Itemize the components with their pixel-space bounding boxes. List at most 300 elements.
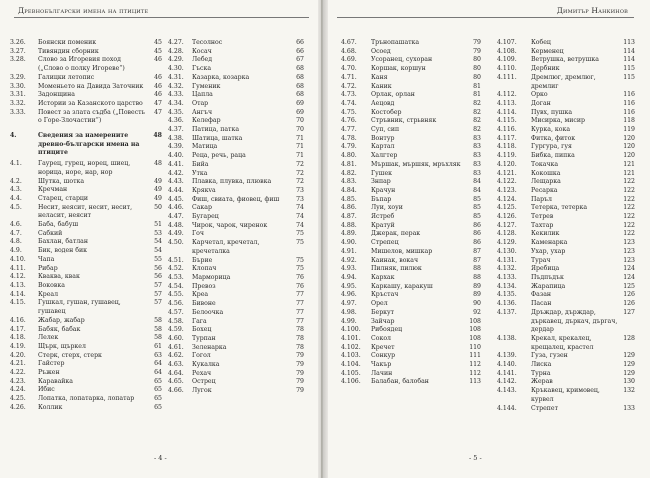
toc-entry <box>341 170 481 179</box>
entry-number: 4.39. <box>168 143 184 151</box>
toc-entry <box>341 204 481 213</box>
entry-page: 92 <box>473 308 481 316</box>
entry-number: 4.50. <box>168 239 184 247</box>
entry-title: Знпар <box>371 178 391 186</box>
entry-number: 4.56. <box>168 300 184 308</box>
entry-page: 71 <box>296 134 304 142</box>
entry-number: 4.22. <box>10 369 26 377</box>
entry-title: Гогол <box>192 352 211 360</box>
entry-number: 4.55. <box>168 291 184 299</box>
entry-page: 68 <box>296 82 304 90</box>
toc-column-right-1 <box>341 39 481 387</box>
entry-title: Цапла <box>192 91 213 99</box>
toc-entry <box>497 239 635 248</box>
entry-number: 4.108. <box>497 47 517 55</box>
toc-column-left-1 <box>10 39 162 413</box>
entry-number: 4.137. <box>497 308 517 316</box>
entry-title: Орел <box>371 300 388 308</box>
toc-entry <box>10 343 162 352</box>
toc-entry <box>497 204 635 213</box>
entry-page: 123 <box>623 239 635 247</box>
toc-column-right-2 <box>497 39 635 413</box>
entry-number: 4.118. <box>497 143 517 151</box>
toc-entry <box>497 352 635 361</box>
entry-title: Сабкий <box>38 229 63 237</box>
entry-number: 4.109. <box>497 56 517 64</box>
entry-number: 4.121. <box>497 169 517 177</box>
toc-entry <box>497 196 635 205</box>
entry-title: Рехач <box>192 369 212 377</box>
entry-title: Трънопашатка <box>371 39 420 46</box>
entry-page: 86 <box>473 239 481 247</box>
entry-title: Халгтер <box>371 152 398 160</box>
entry-page: 57 <box>154 281 162 289</box>
entry-title: Картал <box>371 143 395 151</box>
entry-number: 4.46. <box>168 204 184 212</box>
entry-title: Матица <box>192 143 218 151</box>
toc-entry <box>10 360 162 369</box>
entry-title: Утка <box>192 169 208 177</box>
toc-entry <box>497 257 635 266</box>
entry-page: 46 <box>154 73 162 81</box>
entry-title: Мишелов, мишкар <box>371 247 433 255</box>
entry-number: 4.10. <box>10 255 26 263</box>
entry-title: Тетерка, тетерка <box>531 204 588 212</box>
entry-number: 4.101. <box>341 334 361 342</box>
entry-number: 4.58. <box>168 317 184 325</box>
entry-number: 4.68. <box>341 47 357 55</box>
entry-number: 4.127. <box>497 221 517 229</box>
entry-title: Курка, кока <box>531 126 571 134</box>
toc-entry <box>10 386 162 395</box>
entry-title: Истории за Казанското царство <box>38 99 143 107</box>
entry-page: 129 <box>623 352 635 360</box>
toc-entry <box>168 378 304 387</box>
entry-title: Стерк, стерх, стерк <box>38 351 102 359</box>
entry-number: 4.86. <box>341 204 357 212</box>
entry-number: 4.26. <box>10 403 26 411</box>
entry-number: 4.23. <box>10 377 26 385</box>
toc-entry <box>497 405 635 414</box>
entry-number: 4.110. <box>497 65 517 73</box>
entry-page: 83 <box>473 152 481 160</box>
entry-page: 49 <box>154 186 162 194</box>
toc-entry <box>168 326 304 335</box>
entry-title: Стръвник, стрьвняк <box>371 117 437 125</box>
entry-page: 129 <box>623 369 635 377</box>
entry-page: 85 <box>473 204 481 212</box>
entry-page: 84 <box>473 178 481 186</box>
toc-entry <box>497 143 635 152</box>
entry-number: 4.62. <box>168 352 184 360</box>
toc-column-left-2 <box>168 39 304 396</box>
entry-number: 3.26. <box>10 39 26 46</box>
entry-number: 4.21. <box>10 360 26 368</box>
entry-title: Повест за злата съдба („Повесть о Горе-Злочастии“) <box>38 108 145 125</box>
entry-page: 54 <box>154 247 162 255</box>
toc-entry <box>10 352 162 361</box>
entry-title: Кречет <box>371 343 395 351</box>
entry-number: 4.128. <box>497 230 517 238</box>
entry-number: 4.11. <box>10 264 26 272</box>
entry-page: 79 <box>296 361 304 369</box>
entry-title: Рибоядец <box>371 326 403 334</box>
entry-title: Кръстач <box>371 291 399 299</box>
entry-number: 4.129. <box>497 239 517 247</box>
entry-number: 4.52. <box>168 265 184 273</box>
entry-title: Доган <box>531 99 551 107</box>
entry-page: 88 <box>473 265 481 273</box>
entry-page: 116 <box>623 99 635 107</box>
entry-title: Зеленарка <box>192 343 227 351</box>
toc-entry <box>341 91 481 100</box>
entry-page: 77 <box>296 317 304 325</box>
entry-page: 126 <box>623 300 635 308</box>
entry-number: 4.16. <box>10 316 26 324</box>
entry-page: 70 <box>296 117 304 125</box>
entry-page: 76 <box>296 273 304 281</box>
toc-entry <box>341 230 481 239</box>
entry-page: 83 <box>473 169 481 177</box>
toc-entry <box>168 213 304 222</box>
toc-entry <box>497 300 635 309</box>
entry-title: Керменец <box>531 47 564 55</box>
toc-entry <box>497 178 635 187</box>
entry-title: Чапа <box>38 255 55 263</box>
entry-page: 127 <box>623 308 635 316</box>
entry-page: 61 <box>154 342 162 350</box>
toc-entry <box>497 91 635 100</box>
toc-entry <box>497 109 635 118</box>
entry-title: Несит, неясит, несит, несит, неласит, неясит <box>38 203 133 220</box>
entry-number: 4.126. <box>497 213 517 221</box>
entry-title: Креал <box>38 290 59 298</box>
entry-title: Ресарка <box>531 186 558 194</box>
entry-number: 4.41. <box>168 160 184 168</box>
entry-title: Коршак, коршун <box>371 65 426 73</box>
entry-title: Кокошка <box>531 169 561 177</box>
toc-entry <box>497 74 635 91</box>
entry-title: Кратуй <box>371 221 395 229</box>
entry-title: Бабяк, бабак <box>38 325 81 333</box>
entry-page: 86 <box>473 221 481 229</box>
toc-entry <box>168 170 304 179</box>
entry-title: Каменарка <box>531 239 568 247</box>
entry-number: 4.123. <box>497 186 517 194</box>
toc-entry <box>10 39 162 48</box>
entry-page: 46 <box>154 56 162 64</box>
toc-entry <box>497 265 635 274</box>
entry-number: 4.97. <box>341 300 357 308</box>
toc-entry <box>10 369 162 378</box>
toc-entry <box>341 117 481 126</box>
toc-entry <box>168 387 304 396</box>
entry-number: 4.92. <box>341 256 357 264</box>
entry-page: 54 <box>154 238 162 246</box>
entry-number: 4.33. <box>168 91 184 99</box>
toc-entry <box>497 170 635 179</box>
toc-entry <box>341 335 481 344</box>
entry-number: 4.75. <box>341 108 357 116</box>
entry-page: 122 <box>623 204 635 212</box>
entry-title: Джерак, перак <box>371 230 421 238</box>
entry-number: 4.67. <box>341 39 357 46</box>
entry-page: 68 <box>296 91 304 99</box>
entry-title: Орко <box>531 91 548 99</box>
entry-page: 126 <box>623 291 635 299</box>
toc-entry <box>10 265 162 274</box>
entry-title: Паръл <box>531 195 552 203</box>
entry-number: 4.107. <box>497 39 517 46</box>
entry-title: Пилняк, пилюк <box>371 265 422 273</box>
entry-number: 4.100. <box>341 326 361 334</box>
entry-page: 129 <box>623 361 635 369</box>
entry-title: Тахтар <box>531 221 554 229</box>
entry-page: 122 <box>623 186 635 194</box>
entry-page: 83 <box>473 134 481 142</box>
entry-title: Каник <box>371 82 392 90</box>
toc-entry <box>168 204 304 213</box>
entry-title: Моменьето на Давида Заточник <box>38 82 144 90</box>
entry-page: 85 <box>473 195 481 203</box>
entry-page: 88 <box>473 273 481 281</box>
entry-number: 4.8. <box>10 238 22 246</box>
entry-number: 4.6. <box>10 221 22 229</box>
toc-entry <box>10 273 162 282</box>
entry-page: 80 <box>473 65 481 73</box>
toc-entry <box>10 178 162 187</box>
toc-entry <box>497 387 635 404</box>
entry-number: 4.81. <box>341 160 357 168</box>
toc-entry <box>341 56 481 65</box>
toc-entry <box>168 39 304 48</box>
entry-page: 120 <box>623 134 635 142</box>
entry-number: 3.32. <box>10 99 26 107</box>
entry-page: 65 <box>154 395 162 403</box>
toc-entry <box>168 318 304 327</box>
entry-title: Воковка <box>38 281 65 289</box>
entry-number: 4.80. <box>341 152 357 160</box>
entry-title: Бърие <box>192 256 213 264</box>
toc-entry <box>497 309 635 335</box>
entry-number: 4.19. <box>10 342 26 350</box>
entry-page: 124 <box>623 265 635 273</box>
toc-entry <box>497 187 635 196</box>
entry-page: 65 <box>154 386 162 394</box>
entry-number: 4.30. <box>168 65 184 73</box>
entry-page: 71 <box>296 152 304 160</box>
entry-page: 73 <box>296 195 304 203</box>
entry-title: Отар <box>192 99 209 107</box>
entry-number: 4.24. <box>10 386 26 394</box>
entry-page: 80 <box>473 73 481 81</box>
entry-title: Бахлан, батлан <box>38 238 88 246</box>
entry-number: 4.125. <box>497 204 517 212</box>
entry-title: Галицки летопис <box>38 73 95 81</box>
entry-title: Косач <box>192 47 212 55</box>
entry-title: Гаурец, гурец, норец, шиец, норица, норе, нар, нор <box>38 160 131 176</box>
toc-entry <box>10 48 162 57</box>
entry-page: 130 <box>623 378 635 386</box>
toc-entry <box>341 283 481 292</box>
entry-title: Плавка, плувка, плювка <box>192 178 272 186</box>
toc-entry <box>10 395 162 404</box>
entry-page: 82 <box>473 99 481 107</box>
entry-page: 53 <box>154 229 162 237</box>
entry-number: 4.74. <box>341 99 357 107</box>
entry-number: 4.134. <box>497 282 517 290</box>
entry-page: 83 <box>473 143 481 151</box>
entry-title: Лугок <box>192 387 212 395</box>
entry-title: Тетрев <box>531 213 554 221</box>
entry-page: 113 <box>623 39 635 46</box>
running-head: Древнобългарски имена на птиците <box>18 6 149 15</box>
toc-entry <box>168 117 304 126</box>
entry-page: 68 <box>296 65 304 73</box>
entry-title: Бивоне <box>192 300 216 308</box>
entry-title: Дръждар, държдар, дъркавец, дъркач, дъргач, дердар <box>531 308 618 334</box>
toc-entry <box>341 126 481 135</box>
entry-title: Фазан <box>531 291 552 299</box>
entry-title: Вонтур <box>371 134 395 142</box>
entry-page: 89 <box>473 282 481 290</box>
entry-title: Старец, старци <box>38 194 89 202</box>
toc-entry <box>497 152 635 161</box>
entry-title: Крекал, крекалец, крещалец, крастел <box>531 334 594 351</box>
toc-entry <box>168 370 304 379</box>
entry-title: Каркашу, каракуш <box>371 282 433 290</box>
toc-entry <box>341 213 481 222</box>
toc-entry <box>168 300 304 309</box>
entry-number: 4.112. <box>497 91 517 99</box>
toc-entry <box>168 352 304 361</box>
entry-title: Мършак, мършяк, мръхляк <box>371 160 461 168</box>
entry-page: 122 <box>623 230 635 238</box>
toc-entry <box>341 74 481 83</box>
toc-entry <box>341 326 481 335</box>
toc-entry <box>341 178 481 187</box>
toc-entry <box>341 222 481 231</box>
page-number: - 4 - <box>154 454 167 462</box>
entry-page: 72 <box>296 178 304 186</box>
entry-title: Жерав <box>531 378 553 386</box>
toc-entry <box>10 404 162 413</box>
entry-number: 4. <box>10 132 17 140</box>
entry-title: Гъска <box>192 65 212 73</box>
entry-number: 4.70. <box>341 65 357 73</box>
entry-number: 4.40. <box>168 152 184 160</box>
entry-page: 74 <box>296 221 304 229</box>
toc-entry <box>10 83 162 92</box>
entry-number: 4.77. <box>341 126 357 134</box>
toc-entry <box>10 238 162 247</box>
toc-entry <box>497 378 635 387</box>
entry-page: 122 <box>623 178 635 186</box>
entry-number: 4.43. <box>168 178 184 186</box>
toc-entry <box>168 135 304 144</box>
toc-entry <box>341 187 481 196</box>
toc-entry <box>168 74 304 83</box>
entry-number: 4.89. <box>341 230 357 238</box>
entry-number: 4.76. <box>341 117 357 125</box>
entry-number: 4.5. <box>10 203 22 211</box>
entry-number: 4.47. <box>168 213 184 221</box>
entry-title: Бибка, пипка <box>531 152 575 160</box>
entry-page: 120 <box>623 152 635 160</box>
entry-page: 114 <box>623 56 635 64</box>
entry-page: 72 <box>296 160 304 168</box>
entry-number: 4.17. <box>10 325 26 333</box>
entry-page: 90 <box>473 300 481 308</box>
toc-entry <box>341 100 481 109</box>
entry-page: 87 <box>473 256 481 264</box>
toc-entry <box>341 318 481 327</box>
entry-title: Лещарка <box>531 178 561 186</box>
entry-title: Ибис <box>38 386 55 394</box>
entry-page: 46 <box>154 91 162 99</box>
entry-number: 4.95. <box>341 282 357 290</box>
toc-entry <box>497 248 635 257</box>
entry-page: 67 <box>296 56 304 64</box>
entry-page: 51 <box>154 221 162 229</box>
entry-page: 115 <box>623 65 635 73</box>
entry-number: 4.44. <box>168 186 184 194</box>
entry-page: 75 <box>296 230 304 238</box>
entry-number: 4.93. <box>341 265 357 273</box>
entry-page: 73 <box>296 186 304 194</box>
entry-title: Тивяндин сборник <box>38 47 99 55</box>
toc-entry <box>497 117 635 126</box>
entry-page: 68 <box>296 73 304 81</box>
toc-entry <box>10 256 162 265</box>
entry-number: 3.28. <box>10 56 26 64</box>
entry-title: Стрепец <box>371 239 399 247</box>
entry-title: Бохец <box>192 326 212 334</box>
entry-page: 79 <box>473 39 481 46</box>
entry-page: 70 <box>296 126 304 134</box>
toc-entry <box>497 283 635 292</box>
entry-number: 4.116. <box>497 126 517 134</box>
entry-number: 4.28. <box>168 47 184 55</box>
entry-page: 81 <box>473 82 481 90</box>
entry-title: Марморица <box>192 273 231 281</box>
toc-entry <box>10 195 162 204</box>
entry-page: 57 <box>154 299 162 307</box>
entry-page: 77 <box>296 308 304 316</box>
entry-page: 47 <box>154 108 162 116</box>
entry-title: Боянски поменик <box>38 39 97 46</box>
entry-title: Патица, патка <box>192 126 240 134</box>
toc-entry <box>341 196 481 205</box>
entry-title: Рибар <box>38 264 58 272</box>
entry-title: Луи, хоуи <box>371 204 403 212</box>
entry-number: 4.42. <box>168 169 184 177</box>
toc-entry <box>10 317 162 326</box>
entry-number: 4.141. <box>497 369 517 377</box>
entry-number: 4.90. <box>341 239 357 247</box>
entry-title: Пъдпъдък <box>531 273 564 281</box>
entry-title: Щърк, щъркел <box>38 342 86 350</box>
entry-title: Костобер <box>371 108 402 116</box>
entry-number: 4.31. <box>168 73 184 81</box>
entry-title: Гургура, гуя <box>531 143 572 151</box>
entry-number: 4.102. <box>341 343 361 351</box>
header-rule <box>337 17 634 18</box>
entry-page: 69 <box>296 99 304 107</box>
entry-page: 89 <box>473 291 481 299</box>
entry-title: Турпан <box>192 334 216 342</box>
entry-page: 79 <box>296 352 304 360</box>
